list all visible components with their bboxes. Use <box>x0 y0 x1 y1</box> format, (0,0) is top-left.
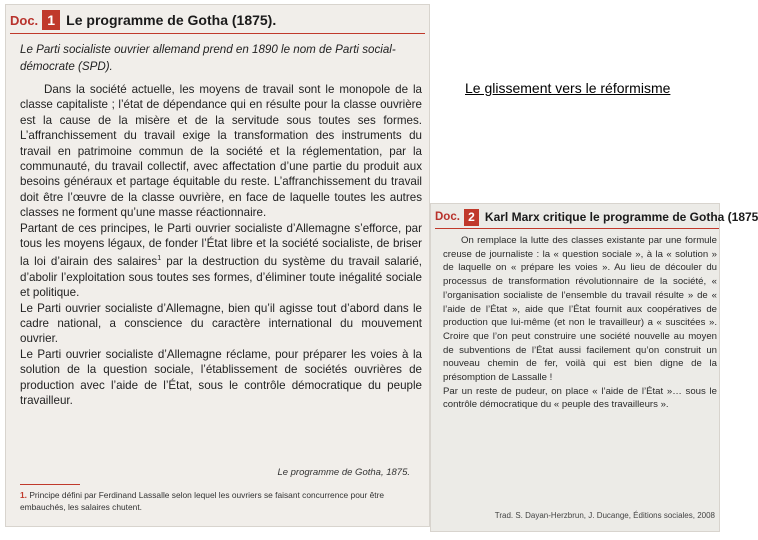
document-1 <box>5 4 430 527</box>
footnote-divider <box>20 484 80 485</box>
document-2-body <box>443 234 717 412</box>
paragraph: On remplace la lutte des classes existante par une formule creuse de journaliste : la « question sociale », à la « solution » de laquelle on « prépare les voies ». Au lieu de découler du processus de transformation révolutionnaire de la société, « l’organisation socialiste de l’ensemble du travail résulte » de « l’aide de l’État », aide que l’État fournit aux coopératives de production que lui-même (et non le travailleur) a « suscitées ». Croire que l’on peut construire une société nouvelle au moyen de subventions de l’État aussi facilement qu’on construit un nouveau chemin de fer, voilà qui est bien digne de la présomption de Lassalle ! <box>443 235 717 384</box>
document-1-title: Le programme de Gotha (1875). <box>66 12 277 28</box>
document-2 <box>430 203 758 532</box>
footnote: 1. Principe défini par Ferdinand Lassalle selon lequel les ouvriers se faisant concurrence pour être embauchés, les salaires chutent. <box>20 490 385 512</box>
document-1-header <box>10 9 276 31</box>
document-2-header <box>435 206 758 228</box>
header-divider <box>10 33 425 34</box>
doc-number-badge: 1 <box>42 10 60 30</box>
slide-title: Le glissement vers le réformisme <box>465 80 671 96</box>
paragraph: Le Parti ouvrier socialiste d’Allemagne, bien qu’il agisse tout d’abord dans le cadre national, a conscience du caractère international du mouvement ouvrier. <box>20 301 422 346</box>
document-1-intro: Le Parti socialiste ouvrier allemand prend en 1890 le nom de Parti social-démocrate (SPD). <box>20 43 396 73</box>
doc-label: Doc. <box>435 211 460 223</box>
paragraph: Le Parti ouvrier socialiste d’Allemagne réclame, pour préparer les voies à la solution de la question sociale, l’établissement de sociétés ouvrières de production avec l’aide de l’État, sous le contrôle démocratique du peuple travailleur. <box>20 347 422 407</box>
document-1-body <box>20 82 422 408</box>
doc-number-badge: 2 <box>464 209 479 226</box>
doc-label: Doc. <box>10 12 39 28</box>
document-1-source: Le programme de Gotha, 1875. <box>277 467 410 478</box>
document-2-title: Karl Marx critique le programme de Gotha (1875 <box>484 210 758 224</box>
paragraph: Par un reste de pudeur, on place « l’aide de l’État »… sous le contrôle démocratique du « peuple des travailleurs ». <box>443 385 717 411</box>
paragraph: Dans la société actuelle, les moyens de travail sont le monopole de la classe capitaliste ; l’état de dépendance qui en résulte pour la classe ouvrière est la cause de la misère et de la servitude sous toutes ses formes. L’affranchissement du travail exige la transformation des instruments du travail en patrimoine commun de la société et la réglementation, par la communauté, du travail collectif, avec affectation d’une partie du produit aux besoins généraux et partage équitable du reste. L’affranchissement du travail doit être l’œuvre de la classe ouvrière, en face de laquelle toutes les autres classes ne forment qu’une masse réactionnaire. <box>20 83 422 220</box>
footnote-ref: 1 <box>157 255 162 263</box>
document-2-source: Trad. S. Dayan-Herzbrun, J. Ducange, Éditions sociales, 2008 <box>494 511 715 520</box>
header-divider <box>435 228 719 229</box>
paragraph: Partant de ces principes, le Parti ouvrier socialiste d’Allemagne s’efforce, par tous les moyens légaux, de fonder l’État libre et la société socialiste, de briser la loi d’airain des salaires$^1$ par la destruction du système du travail salarié, d’abolir l’exploitation sous toutes ses formes, d’éliminer toute inégalité sociale et politique. <box>20 221 422 300</box>
